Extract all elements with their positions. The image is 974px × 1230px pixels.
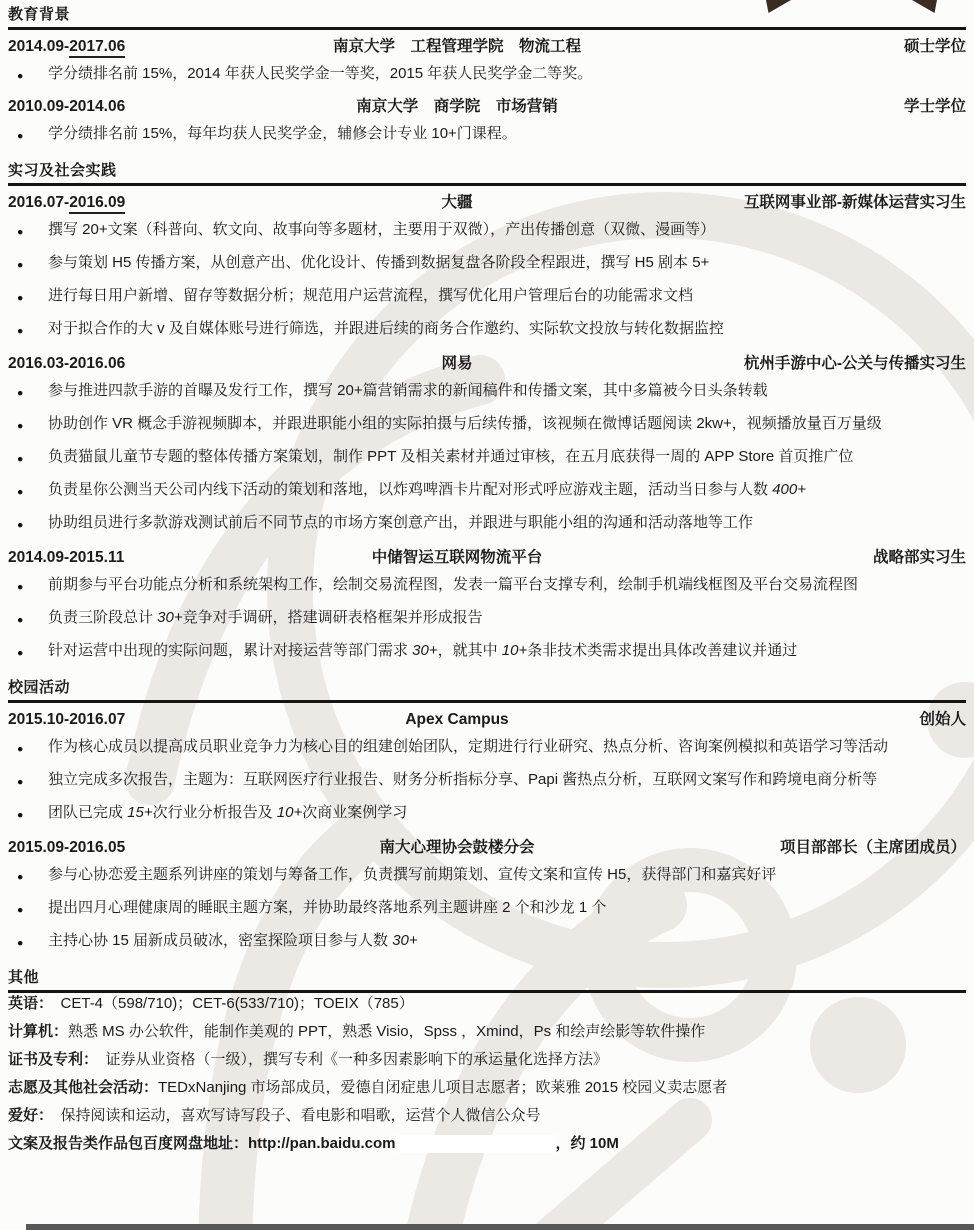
entry-date-underlined: 2016.09 (69, 194, 125, 214)
bullet-dot-icon: ● (17, 809, 24, 821)
bullet-item: ● 负责三阶段总计 30+竞争对手调研，搭建调研表格框架并形成报告 (8, 607, 966, 628)
bullet-dot-icon: ● (17, 325, 24, 337)
bullet-dot-icon: ● (17, 292, 24, 304)
bullet-dot-icon: ● (17, 519, 24, 531)
entry-date: 2010.09-2014.06 (8, 98, 126, 115)
info-line (8, 1049, 966, 1077)
entry-date: 2015.10-2016.07 (8, 711, 126, 728)
bullet-item: ● 前期参与平台功能点分析和系统架构工作，绘制交易流程图，发表一篇平台支撑专利，绘制手机端线框图及平台交易流程图 (8, 574, 966, 595)
info-line (8, 1133, 966, 1161)
info-line (8, 1105, 966, 1133)
info-content: 证券从业资格（一级），撰写专利《一种多因素影响下的承运量化选择方法》 (90, 1051, 609, 1068)
info-content: TEDxNanjing 市场部成员，爱德自闭症患儿项目志愿者；欧莱雅 2015 校园义卖志愿者 (158, 1079, 728, 1096)
bullet-dot-icon: ● (17, 743, 24, 755)
entry-position: 杭州手游中心-公关与传播实习生 (743, 355, 966, 372)
entry-date: 2016.03-2016.06 (8, 355, 126, 372)
entry-position: 项目部部长（主席团成员） (779, 839, 966, 856)
section-campus-activities (8, 677, 966, 951)
bullet-dot-icon: ● (17, 259, 24, 271)
entry-date-underlined: 2017.06 (69, 38, 125, 58)
entry-position: 硕士学位 (903, 38, 966, 55)
info-label: 文案及报告类作品包百度网盘地址： (8, 1135, 249, 1152)
entry-header-row (8, 192, 966, 214)
entry-company: 网易 (441, 355, 473, 372)
bullet-item: ● 负责星你公测当天公司内线下活动的策划和落地，以炸鸡啤酒卡片配对形式呼应游戏主题，活动当日参与人数 400+ (8, 479, 966, 500)
section-title: 其他 (8, 969, 40, 986)
entry-header-row (8, 547, 966, 569)
page-bottom-edge (26, 1224, 974, 1230)
bullet-dot-icon: ● (17, 420, 24, 432)
bullet-item: ● 独立完成多次报告，主题为：互联网医疗行业报告、财务分析指标分享、Papi 酱热点分析，互联网文案写作和跨境电商分析等 (8, 769, 966, 790)
bullet-list (8, 736, 966, 823)
bullet-dot-icon: ● (17, 581, 24, 593)
entry-header-row (8, 837, 966, 859)
entry-header-row (8, 36, 966, 58)
experience-entry (8, 192, 966, 339)
bullet-dot-icon: ● (17, 871, 24, 883)
bullet-item: ● 协助组员进行多款游戏测试前后不同节点的市场方案创意产出，并跟进与职能小组的沟通和活动落地等工作 (8, 512, 966, 533)
bullet-list (8, 864, 966, 951)
bullet-dot-icon: ● (17, 937, 24, 949)
section-title: 实习及社会实践 (8, 162, 117, 179)
entry-company: 南京大学 工程管理学院 物流工程 (332, 38, 581, 55)
entry-header-row (8, 709, 966, 731)
bullet-item: ● 参与策划 H5 传播方案，从创意产出、优化设计、传播到数据复盘各阶段全程跟进，撰写 H5 剧本 5+ (8, 252, 966, 273)
bullet-item: ● 主持心协 15 届新成员破冰，密室探险项目参与人数 30+ (8, 930, 966, 951)
entry-date: 2015.09-2016.05 (8, 839, 126, 856)
bullet-item: ● 撰写 20+文案（科普向、软文向、故事向等多题材，主要用于双微），产出传播创意（双微、漫画等） (8, 219, 966, 240)
italic-number: 30+ (392, 932, 418, 949)
italic-number: 400+ (772, 481, 806, 498)
entry-date: 2016.07-2016.09 (8, 192, 243, 214)
bullet-item: ● 参与推进四款手游的首曝及发行工作，撰写 20+篇营销需求的新闻稿件和传播文案，其中多篇被今日头条转载 (8, 380, 966, 401)
italic-number: 30+ (412, 642, 438, 659)
italic-number: 30+ (157, 609, 183, 626)
section-other (8, 967, 966, 1161)
section-title: 校园活动 (8, 679, 71, 696)
bullet-dot-icon: ● (17, 486, 24, 498)
bullet-list (8, 380, 966, 533)
bold-text: ，约 10M (555, 1135, 619, 1152)
bullet-item: ● 针对运营中出现的实际问题，累计对接运营等部门需求 30+，就其中 10+条非技术类需求提出具体改善建议并通过 (8, 640, 966, 661)
bullet-list (8, 219, 966, 339)
italic-number: 15+ (127, 804, 153, 821)
bullet-dot-icon: ● (17, 776, 24, 788)
bullet-item: ● 对于拟合作的大 v 及自媒体账号进行筛选，并跟进后续的商务合作邀约、实际软文投放与转化数据监控 (8, 318, 966, 339)
bullet-dot-icon: ● (17, 647, 24, 659)
bullet-item: ● 学分绩排名前 15%，每年均获人民奖学金，辅修会计专业 10+门课程。 (8, 123, 966, 144)
experience-entry (8, 837, 966, 951)
entry-company: 南大心理协会鼓楼分会 (379, 839, 535, 856)
bullet-item: ● 作为核心成员以提高成员职业竞争力为核心目的组建创始团队，定期进行行业研究、热点分析、咨询案例模拟和英语学习等活动 (8, 736, 966, 757)
info-label: 爱好： (8, 1107, 46, 1124)
bullet-list (8, 63, 966, 84)
bullet-item: ● 提出四月心理健康周的睡眠主题方案，并协助最终落地系列主题讲座 2 个和沙龙 1 个 (8, 897, 966, 918)
bullet-dot-icon: ● (17, 904, 24, 916)
info-label: 证书及专利： (8, 1051, 91, 1068)
bold-text: http://pan.baidu.com (248, 1135, 396, 1152)
info-label: 志愿及其他社会活动： (8, 1079, 159, 1096)
info-content: 熟悉 MS 办公软件，能制作美观的 PPT，熟悉 Visio，Spss ，Xmind，Ps 和绘声绘影等软件操作 (68, 1023, 706, 1040)
bullet-item: ● 进行每日用户新增、留存等数据分析；规范用户运营流程，撰写优化用户管理后台的功能需求文档 (8, 285, 966, 306)
info-line (8, 1021, 966, 1049)
experience-entry (8, 36, 966, 84)
entry-position: 学士学位 (903, 98, 966, 115)
italic-number: 10+ (276, 804, 303, 821)
experience-entry (8, 96, 966, 144)
redacted-box (396, 1135, 556, 1153)
section-rule (8, 27, 966, 30)
info-content: CET-4（598/710)；CET-6(533/710)；TOEIX（785） (45, 995, 414, 1012)
bullet-item: ● 负责猫鼠儿童节专题的整体传播方案策划，制作 PPT 及相关素材并通过审核，在五月底获得一周的 APP Store 首页推广位 (8, 446, 966, 467)
entry-company: 南京大学 商学院 市场营销 (356, 98, 558, 115)
bullet-dot-icon: ● (17, 226, 24, 238)
section-title: 教育背景 (8, 6, 71, 23)
info-label: 英语： (8, 995, 46, 1012)
entry-date: 2014.09-2017.06 (8, 36, 243, 58)
info-line (8, 1077, 966, 1105)
bullet-dot-icon: ● (17, 130, 24, 142)
bullet-dot-icon: ● (17, 614, 24, 626)
entry-company: Apex Campus (405, 711, 509, 728)
experience-entry (8, 547, 966, 661)
info-content (248, 1135, 619, 1152)
entry-header-row (8, 353, 966, 375)
entry-position: 互联网事业部-新媒体运营实习生 (743, 194, 966, 211)
bullet-item: ● 团队已完成 15+次行业分析报告及 10+次商业案例学习 (8, 802, 966, 823)
section-education (8, 4, 966, 144)
bullet-dot-icon: ● (17, 70, 24, 82)
bullet-item: ● 参与心协恋爱主题系列讲座的策划与筹备工作，负责撰写前期策划、宣传文案和宣传 H5，获得部门和嘉宾好评 (8, 864, 966, 885)
bullet-dot-icon: ● (17, 387, 24, 399)
info-content: 保持阅读和运动，喜欢写诗写段子、看电影和唱歌，运营个人微信公众号 (45, 1107, 541, 1124)
entry-position: 创始人 (919, 711, 966, 728)
bullet-list (8, 574, 966, 661)
experience-entry (8, 709, 966, 823)
italic-number: 10+ (501, 642, 528, 659)
bullet-list (8, 123, 966, 144)
bullet-item: ● 学分绩排名前 15%，2014 年获人民奖学金一等奖，2015 年获人民奖学金二等奖。 (8, 63, 966, 84)
info-line (8, 993, 966, 1021)
info-label: 计算机： (8, 1023, 69, 1040)
entry-date: 2014.09-2015.11 (8, 549, 125, 566)
section-rule (8, 700, 966, 703)
experience-entry (8, 353, 966, 533)
section-rule (8, 183, 966, 186)
section-internship (8, 160, 966, 661)
bullet-item: ● 协助创作 VR 概念手游视频脚本，并跟进职能小组的实际拍摄与后续传播，该视频在微博话题阅读 2kw+，视频播放量百万量级 (8, 413, 966, 434)
entry-header-row (8, 96, 966, 118)
entry-company: 中储智运互联网物流平台 (371, 549, 543, 566)
entry-company: 大疆 (441, 194, 473, 211)
bullet-dot-icon: ● (17, 453, 24, 465)
entry-position: 战略部实习生 (872, 549, 966, 566)
